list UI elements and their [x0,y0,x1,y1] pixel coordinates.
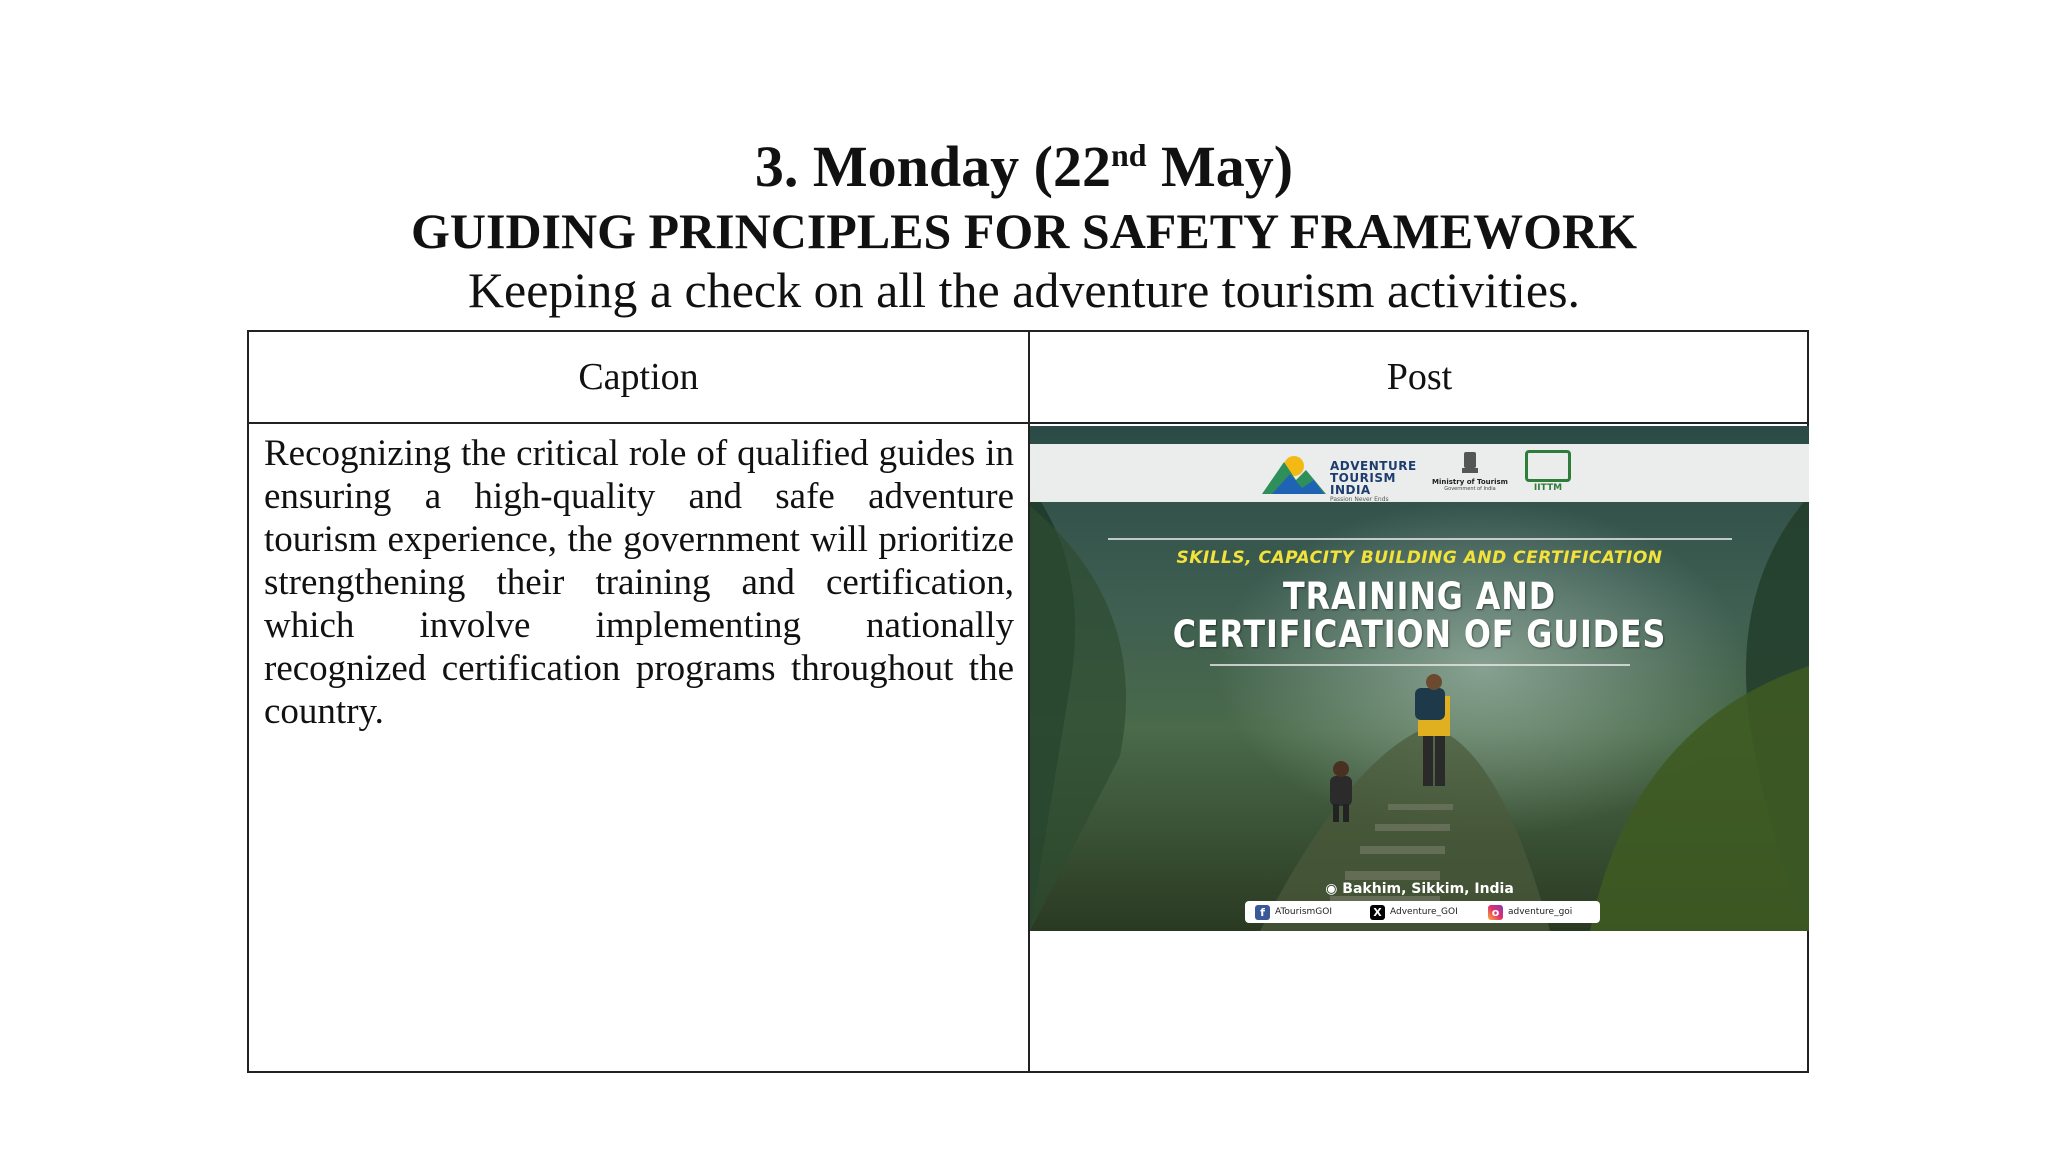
poster-headline: TRAINING AND CERTIFICATION OF GUIDES [1172,575,1667,656]
page-subtitle: GUIDING PRINCIPLES FOR SAFETY FRAMEWORK [410,203,1637,259]
adventure-tourism-logo: ADVENTURE TOURISM INDIA Passion Never Ends [1260,452,1328,501]
facebook-handle: f ATourismGOI [1255,901,1332,923]
x-icon: X [1370,905,1385,920]
instagram-icon: o [1488,905,1503,920]
poster-location: ◉ Bakhim, Sikkim, India [1325,881,1514,897]
header-post: Post [1386,356,1453,398]
emblem-icon [1460,450,1480,476]
facebook-icon: f [1255,905,1270,920]
poster-bottom-rule [1210,664,1630,666]
caption-text: Recognizing the critical role of qualified guides in ensuring a high-quality and safe adventure tourism experience, the government will prioritize strengthening their training and certification, which involve implementing nationally recognized certification programs throughout the country. [264,433,1014,732]
ministry-logo: Ministry of Tourism Government of India [1425,450,1515,493]
page-tagline: Keeping a check on all the adventure tourism activities. [467,262,1581,318]
poster-top-rule [1108,538,1732,540]
instagram-handle: o adventure_goi [1488,901,1572,923]
social-handles-bar [1245,901,1600,923]
x-handle: X Adventure_GOI [1370,901,1458,923]
logo-bar [1030,444,1809,502]
page-heading [0,128,2048,320]
mountain-logo-icon [1260,452,1328,496]
page-title: 3. Monday (22nd May) [754,134,1294,199]
content-table [247,330,1809,1073]
header-divider [249,422,1807,424]
poster-subtitle: SKILLS, CAPACITY BUILDING AND CERTIFICATION [1176,548,1663,568]
header-caption: Caption [578,356,699,398]
location-pin-icon: ◉ [1325,881,1343,897]
post-image [1030,426,1809,931]
iittm-mark-icon [1525,450,1571,482]
iittm-logo: IITTM [1520,450,1576,494]
